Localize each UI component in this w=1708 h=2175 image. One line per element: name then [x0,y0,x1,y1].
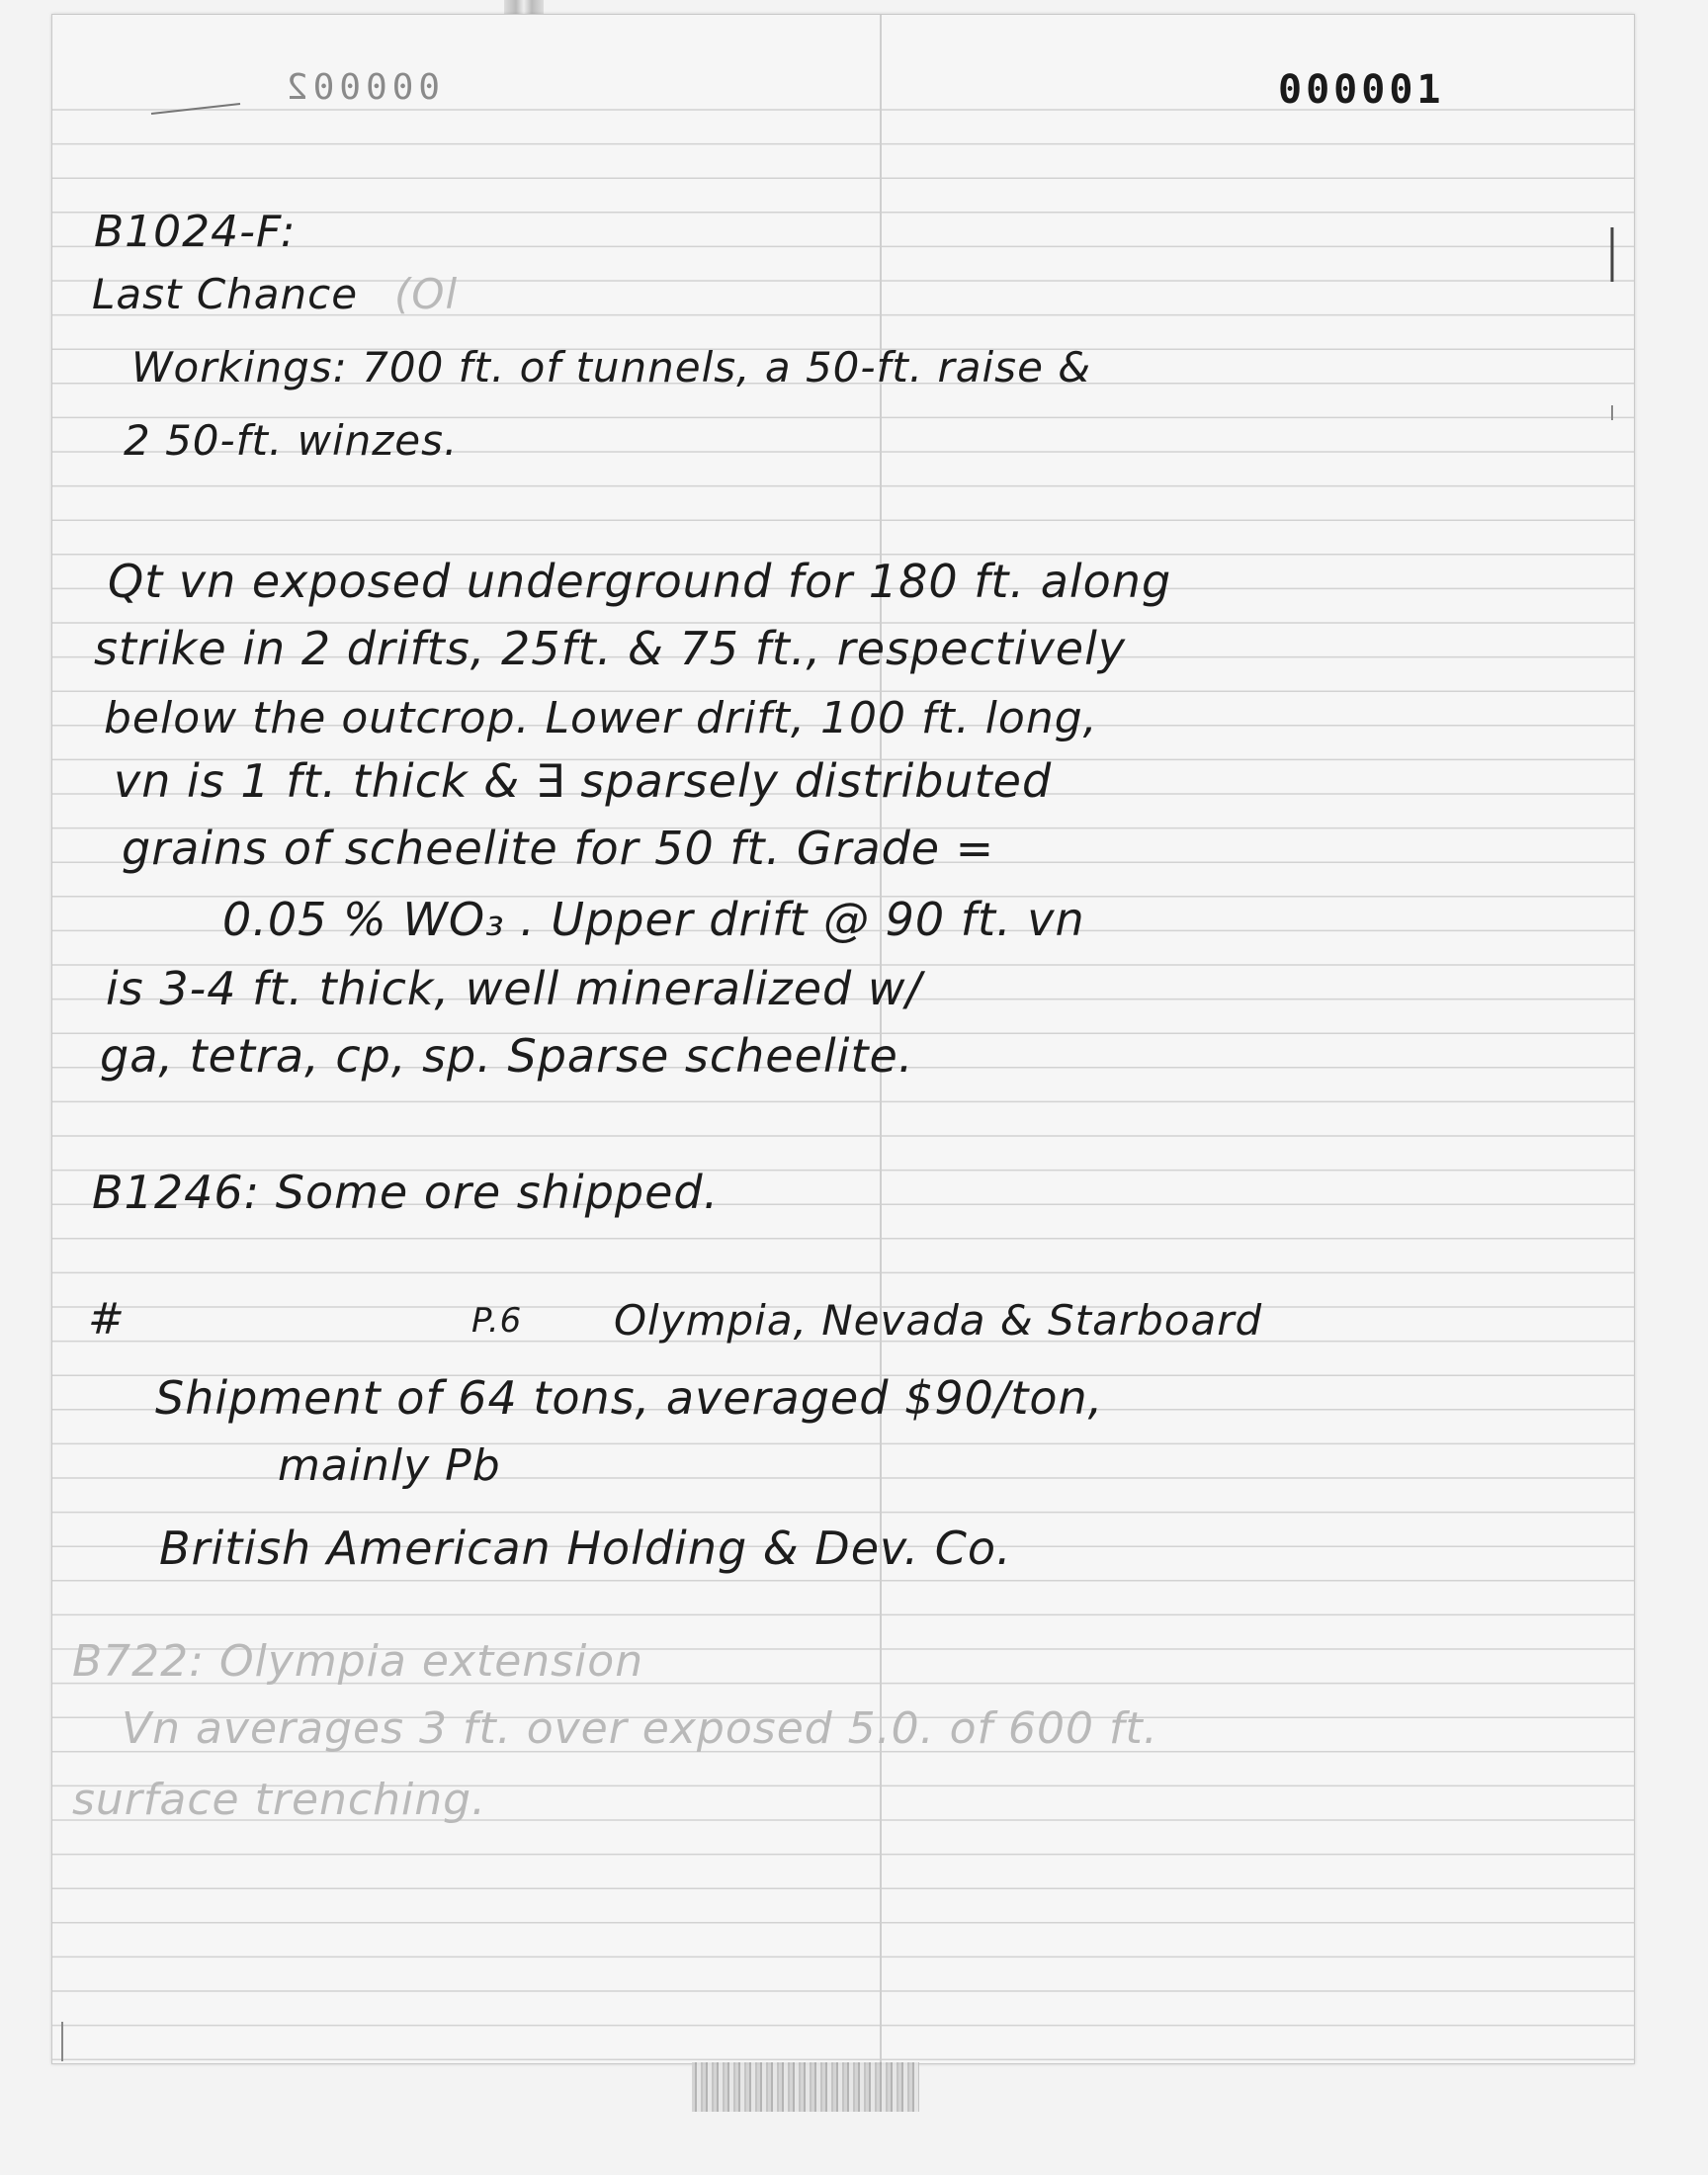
workings-line-1: Workings: 700 ft. of tunnels, a 50-ft. raise & [131,343,1092,392]
scan-artifact-top [504,0,544,14]
header-reference: B1024-F: [94,207,297,257]
para-line-5: grains of scheelite for 50 ft. Grade = [122,822,995,875]
para-line-6: 0.05 % WO₃ . Upper drift @ 90 ft. vn [222,893,1085,946]
shipment-line-2: mainly Pb [278,1440,501,1491]
olympia-page-ref: P.6 [471,1301,523,1341]
faint-line-1: Vn averages 3 ft. over exposed 5.0. of 600 ft. [122,1703,1158,1754]
lined-paper-sheet [51,14,1635,2064]
para-line-4: vn is 1 ft. thick & ∃ sparsely distributed [114,754,1053,808]
arrow-stroke [151,104,240,114]
page-number-stamp: 000001 [1278,67,1445,113]
faint-line-2: surface trenching. [72,1775,487,1825]
shipment-line-1: Shipment of 64 tons, averaged $90/ton, [155,1371,1104,1425]
struck-text: (Ol [394,270,459,318]
para-line-1: Qt vn exposed underground for 180 ft. along [108,555,1172,608]
para-line-7: is 3-4 ft. thick, well mineralized w/ [106,962,922,1015]
hash-mark: # [88,1294,126,1345]
workings-line-2: 2 50-ft. winzes. [124,416,459,465]
b1246-reference: B1246: Some ore shipped. [92,1166,720,1219]
para-line-3: below the outcrop. Lower drift, 100 ft. long, [104,693,1098,743]
olympia-title: Olympia, Nevada & Starboard [614,1296,1263,1345]
para-line-8: ga, tetra, cp, sp. Sparse scheelite. [100,1029,914,1083]
company-name: British American Holding & Dev. Co. [159,1522,1012,1575]
faint-reference: B722: Olympia extension [72,1636,644,1687]
mine-name: Last Chance [92,270,359,318]
mirrored-page-stamp: 000002 [282,67,441,108]
para-line-2: strike in 2 drifts, 25ft. & 75 ft., respectively [94,622,1127,675]
scan-artifact-bottom [692,2062,919,2112]
